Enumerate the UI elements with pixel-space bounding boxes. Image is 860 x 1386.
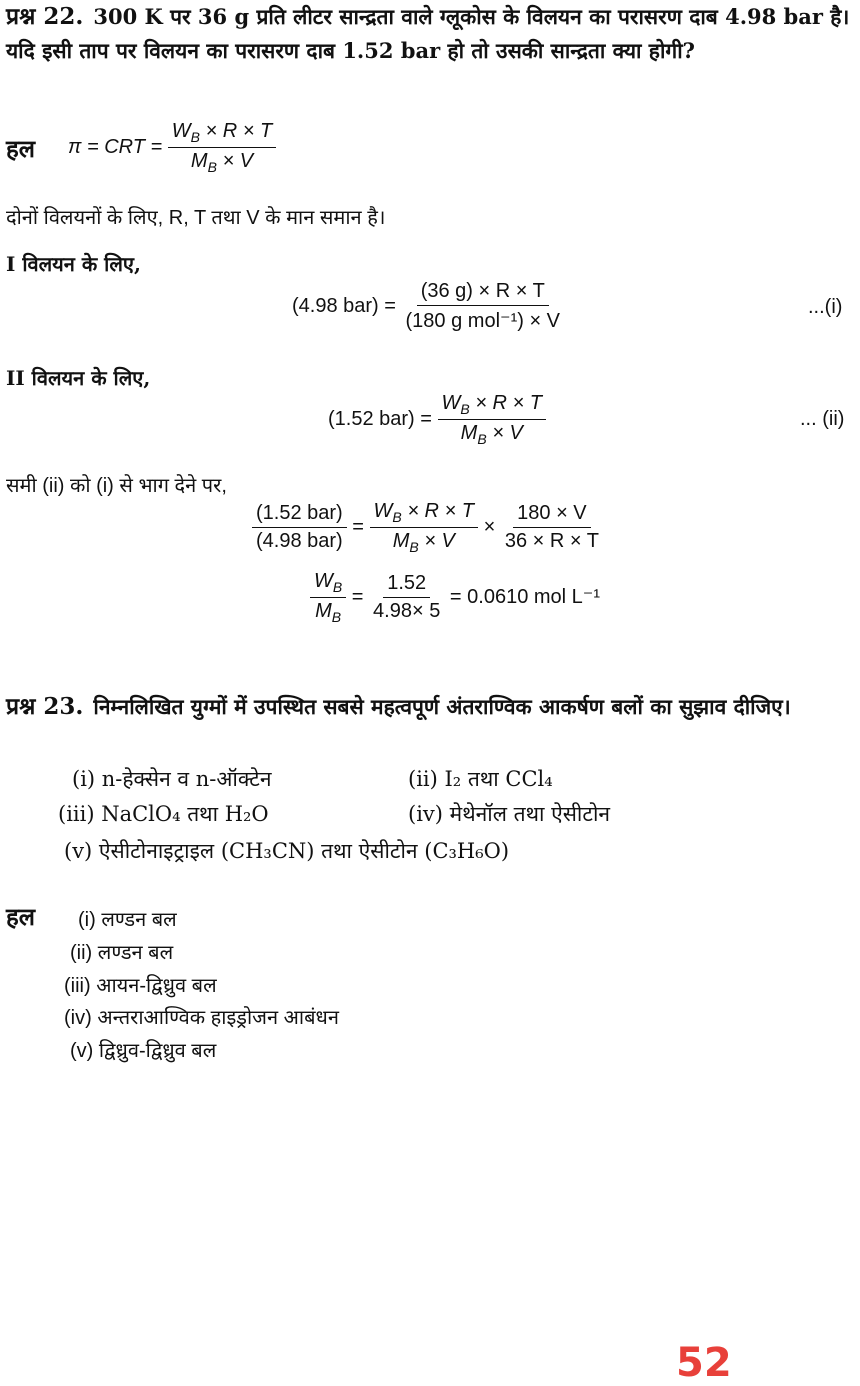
equals-sign: = (351, 585, 364, 608)
equation-2-tag: ...(i) (808, 296, 843, 318)
equation-4-fraction-1 (252, 502, 347, 553)
question-22-label: प्रश्न 22. (6, 3, 84, 30)
equation-3-tag: ... (ii) (800, 408, 845, 430)
equation-2-denominator: (180 g mol⁻¹) × V (405, 310, 561, 332)
question-23-label: प्रश्न 23. (6, 693, 84, 720)
option-4: (iv) मेथेनॉल तथा ऐसीटोन (408, 802, 611, 826)
question-22-text: 300 K पर 36 g प्रति लीटर सान्द्रता वाले ग्लूकोस के विलयन का परासरण दाब 4.98 bar है। यदि इसी ताप पर विलयन का परासरण दाब 1.52 bar हो तो उसकी सान्द्रता क्या होगी? (6, 4, 850, 63)
answer-1: (i) लण्डन बल (78, 909, 177, 931)
answer-5: (v) द्विध्रुव-द्विध्रुव बल (70, 1040, 217, 1062)
solution-23-label: हल (6, 902, 36, 931)
answer-4: (iv) अन्तराआण्विक हाइड्रोजन आबंधन (64, 1007, 339, 1029)
equation-2-fraction (402, 280, 565, 333)
equation-5-result: = 0.0610 mol L⁻¹ (449, 585, 600, 608)
equation-4-fraction-2 (370, 500, 478, 555)
case-1-heading: I विलयन के लिए, (6, 252, 141, 276)
equation-4-fraction-3 (501, 502, 603, 553)
equation-3-fraction (438, 392, 546, 447)
case-2-heading: II विलयन के लिए, (6, 366, 151, 390)
equation-4-f3-numerator: 180 × V (513, 502, 591, 528)
solution-22-label: हल (6, 134, 36, 163)
question-22 (6, 0, 856, 68)
question-23-text: निम्नलिखित युग्मों में उपस्थित सबसे महत्वपूर्ण अंतराण्विक आकर्षण बलों का सुझाव दीजिए। (93, 694, 791, 719)
equation-3-numerator: $W_B \times R \times T$ (438, 392, 546, 420)
answer-3: (iii) आयन-द्विध्रुव बल (64, 975, 217, 997)
equation-5-numerator: 1.52 (383, 572, 430, 598)
equation-4-f1-denominator: (4.98 bar) (256, 530, 343, 552)
equation-3-denominator: $M_B \times V$ (460, 422, 523, 447)
equation-2-numerator: (36 g) × R × T (417, 280, 549, 306)
equals-sign: = (352, 515, 364, 538)
equation-5-lhs-fraction (310, 570, 346, 625)
equation-5-denominator: 4.98× 5 (373, 600, 441, 622)
equation-1-denominator: $M_B \times V$ (190, 150, 254, 175)
answer-2: (ii) लण्डन बल (70, 942, 174, 964)
equation-4-f2-numerator: $W_B \times R \times T$ (370, 500, 478, 528)
option-3: (iii) NaClO₄ तथा H₂O (58, 802, 269, 826)
equation-1-numerator: $W_B \times R \times T$ (168, 120, 276, 148)
equation-4-f2-denominator: $M_B \times V$ (392, 530, 455, 555)
equation-4 (252, 500, 603, 555)
option-2: (ii) I₂ तथा CCl₄ (408, 767, 553, 791)
equation-2 (292, 280, 564, 333)
option-5: (v) ऐसीटोनाइट्राइल (CH₃CN) तथा ऐसीटोन (C₃H₆O) (64, 839, 510, 863)
question-23 (6, 690, 856, 724)
times-sign: × (483, 515, 496, 538)
option-1: (i) n-हेक्सेन व n-ऑक्टेन (72, 767, 272, 791)
equation-4-f3-denominator: 36 × R × T (504, 530, 599, 552)
equation-1-fraction (168, 120, 276, 175)
divide-note: समी (ii) को (i) से भाग देने पर, (6, 475, 227, 497)
solution-note: दोनों विलयनों के लिए, R, T तथा V के मान समान है। (6, 207, 386, 229)
equation-3-lhs: (1.52 bar) = (328, 407, 432, 430)
equation-5-lhs-numerator: $W_B$ (310, 570, 346, 598)
equation-3 (328, 392, 546, 447)
page-number: 52 (676, 1340, 732, 1386)
equation-4-f1-numerator: (1.52 bar) (252, 502, 347, 528)
equation-2-lhs: (4.98 bar) = (292, 294, 396, 317)
equation-5-lhs-denominator: $M_B$ (315, 600, 342, 625)
equation-5 (310, 570, 600, 625)
equation-5-fraction (369, 572, 444, 623)
equation-1 (68, 120, 276, 175)
equation-1-lhs: π = CRT = (68, 135, 163, 158)
